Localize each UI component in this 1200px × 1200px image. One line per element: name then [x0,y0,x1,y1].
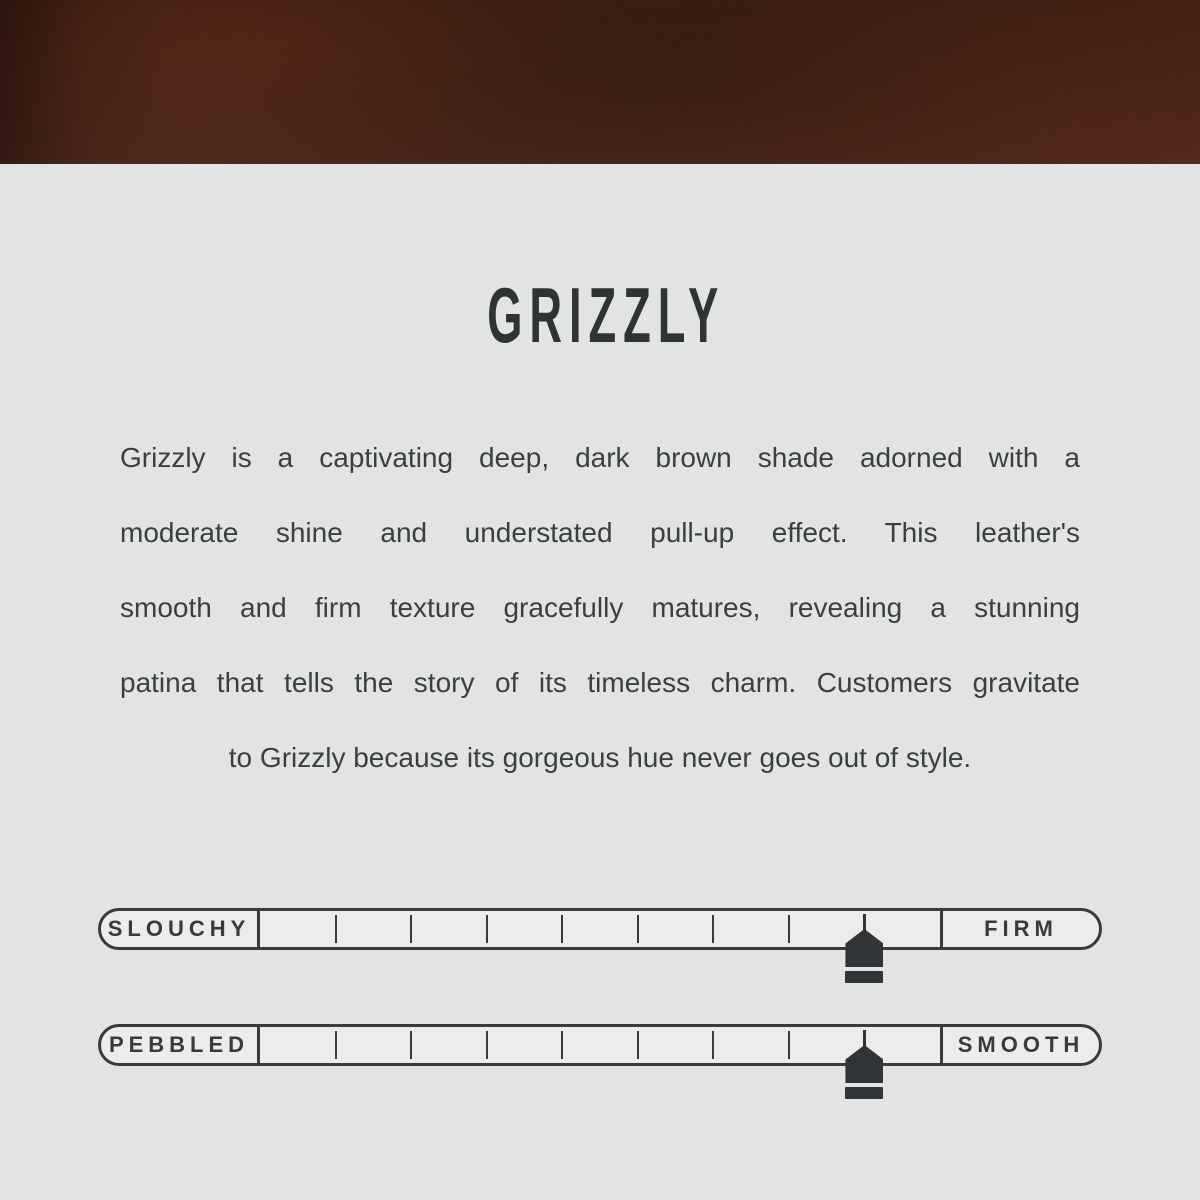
marker-tick [863,914,866,930]
tick-mark [561,1031,563,1059]
tick-mark [788,1031,790,1059]
tick-mark [788,915,790,943]
texture-scale-right-label: SMOOTH [940,1027,1099,1063]
marker-tick [863,1030,866,1046]
tick-mark [486,1031,488,1059]
description-line: patina that tells the story of its timeless charm. Customers gravitate [120,667,1080,698]
leather-texture-banner [0,0,1200,164]
tick-mark [335,1031,337,1059]
tick-mark [410,915,412,943]
description-line: moderate shine and understated pull-up effect. This leather's [120,517,1080,548]
description-line: smooth and firm texture gracefully matures, revealing a stunning [120,592,1080,623]
tick-mark [335,915,337,943]
firmness-scale-track [98,908,1102,950]
marker-pointer-icon [845,1045,883,1083]
firmness-scale [98,908,1102,950]
description-line: to Grizzly because its gorgeous hue never goes out of style. [228,742,972,773]
tick-mark [712,1031,714,1059]
tick-mark [637,1031,639,1059]
tick-mark [637,915,639,943]
tick-mark [712,915,714,943]
tick-area [260,1027,940,1063]
tick-mark [410,1031,412,1059]
tick-mark [561,915,563,943]
tick-area [260,911,940,947]
page-title [0,271,1200,359]
firmness-scale-right-label: FIRM [940,911,1099,947]
texture-scale-left-label: PEBBLED [101,1027,260,1063]
texture-scale [98,1024,1102,1066]
color-description [120,420,1080,795]
texture-marker [845,1030,883,1099]
marker-base [845,971,883,983]
marker-base [845,1087,883,1099]
page-title-text: GRIZZLY [486,271,726,359]
description-line: Grizzly is a captivating deep, dark brown shade adorned with a [120,442,1080,473]
texture-scale-track [98,1024,1102,1066]
firmness-scale-left-label: SLOUCHY [101,911,260,947]
tick-mark [486,915,488,943]
marker-pointer-icon [845,929,883,967]
firmness-marker [845,914,883,983]
leather-grain-texture [0,0,1200,164]
